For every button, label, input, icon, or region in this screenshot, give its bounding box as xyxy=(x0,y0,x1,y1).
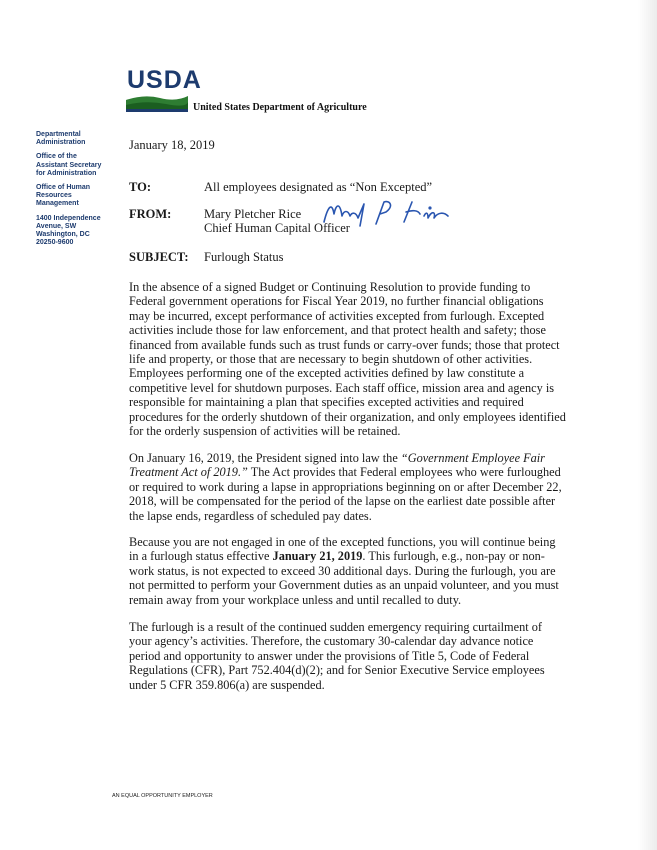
sidebar-line: Office of Human xyxy=(36,184,91,192)
from-name: Mary Pletcher Rice xyxy=(204,207,302,221)
sidebar-line: Resources xyxy=(36,192,72,200)
sidebar-address xyxy=(36,131,122,253)
sidebar-block-departmental xyxy=(36,131,122,147)
usda-logo-text: USDA xyxy=(127,66,202,94)
department-name: United States Department of Agriculture xyxy=(193,102,367,113)
sidebar-line: Washington, DC xyxy=(36,231,90,239)
paragraph-3-text: Because you are not engaged in one of the excepted functions, you will continue being in a furlough status effective xyxy=(129,535,556,564)
memo-date: January 18, 2019 xyxy=(129,138,215,152)
to-label: TO: xyxy=(129,180,151,194)
paragraph-3 xyxy=(129,535,567,607)
sidebar-line: Management xyxy=(36,200,79,208)
sidebar-line: Departmental xyxy=(36,131,81,138)
paragraph-2-text-b: The Act provides that Federal employees who were furloughed or required to work during a lapse in appropriations beginning on or after December 22, 2018, will be compensated for the period of the lapse on the earliest date possible after the lapse ends, regardless of scheduled pay dates. xyxy=(129,465,562,523)
paragraph-2-text: On January 16, 2019, the President signed into law the xyxy=(129,451,401,465)
from-title: Chief Human Capital Officer xyxy=(204,221,350,235)
sidebar-line: Avenue, SW xyxy=(36,222,77,230)
paragraph-2 xyxy=(129,451,567,523)
to-value: All employees designated as “Non Excepted” xyxy=(204,180,433,194)
equal-opportunity-footer: AN EQUAL OPPORTUNITY EMPLOYER xyxy=(112,793,213,799)
sidebar-line: 20250-9600 xyxy=(36,239,74,247)
subject-value: Furlough Status xyxy=(204,250,284,264)
paragraph-3-text-b: . This furlough, e.g., non-pay or non-work status, is not expected to exceed 30 additional days. During the furlough, you are not permitted to perform your Government duties as an unpaid volunteer, and you must remain away from your workplace unless and until recalled to duty. xyxy=(129,549,559,607)
sidebar-line: Assistant Secretary xyxy=(36,161,102,169)
sidebar-block-address xyxy=(36,215,122,248)
handwritten-signature xyxy=(320,196,460,236)
act-title: “Government Employee Fair Treatment Act of 2019.” xyxy=(129,451,545,480)
sidebar-block-assistant-secretary xyxy=(36,153,122,178)
effective-date: January 21, 2019 xyxy=(272,549,363,564)
sidebar-line: Office of the xyxy=(36,153,77,161)
sidebar-line: 1400 Independence xyxy=(36,214,101,222)
sidebar-block-human-resources xyxy=(36,184,122,209)
from-label: FROM: xyxy=(129,207,172,221)
page-edge-shadow xyxy=(638,0,657,850)
subject-label: SUBJECT: xyxy=(129,250,189,264)
paragraph-4: The furlough is a result of the continued sudden emergency requiring curtailment of your agency’s activities. Therefore, the customary 30-calendar day advance notice period and opportunity to answer under the provisions of Title 5, Code of Federal Regulations (CFR), Part 752.404(d)(2); and for Senior Executive Service employees under 5 CFR 359.806(a) are suspended. xyxy=(129,620,545,692)
sidebar-line: Administration xyxy=(36,139,86,147)
sidebar-line: for Administration xyxy=(36,169,97,177)
usda-logo-hills-icon xyxy=(126,92,188,112)
paragraph-1: In the absence of a signed Budget or Continuing Resolution to provide funding to Federal government operations for Fiscal Year 2019, no further financial obligations may be incurred, except performance of activities excepted from furlough. Excepted activities include those for law enforcement, and that protect health and safety; those financed from available funds such as trust funds or carry-over funds; those that protect life and property, or those that are necessary to begin shutdown of other activities. Employees performing one of the excepted activities defined by law constitute a competitive level for shutdown purposes. Each staff office, mission area and agency is responsible for maintaining a plan that specifies excepted activities and required procedures for the orderly shutdown of their organization, and only employees identified for the orderly suspension of activities will be retained. xyxy=(129,280,566,439)
